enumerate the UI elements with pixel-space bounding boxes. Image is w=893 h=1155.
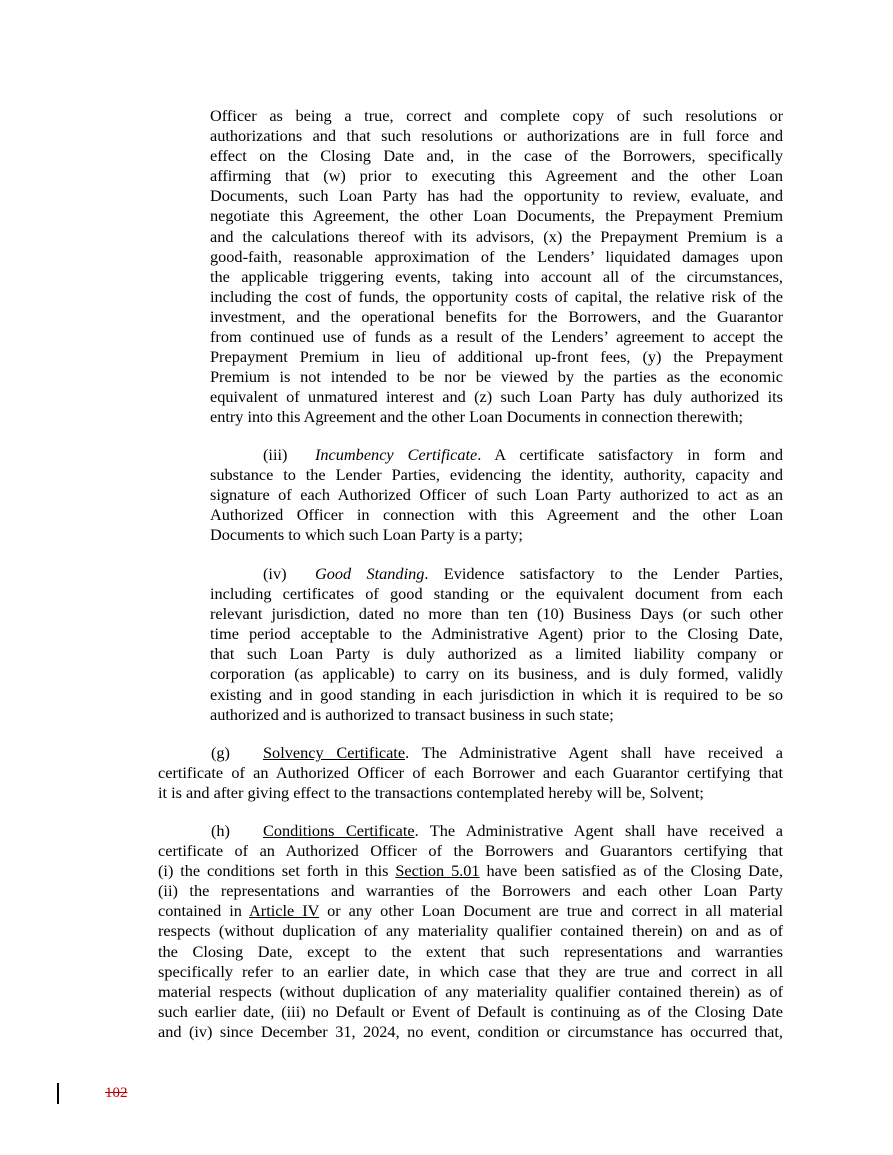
- clause-heading: Conditions Certificate: [263, 821, 415, 840]
- clause-first-line-text: . A certificate satisfactory in form and: [477, 445, 783, 464]
- text-line: that such Loan Party is duly authorized as a limited liability company or: [210, 644, 783, 664]
- text-line: relevant jurisdiction, dated no more than ten (10) Business Days (or such other: [210, 604, 783, 624]
- clause-number: (h): [211, 821, 230, 840]
- text-line: affirming that (w) prior to executing this Agreement and the other Loan: [210, 166, 783, 186]
- text-line: Prepayment Premium in lieu of additional up-front fees, (y) the Prepayment: [210, 347, 783, 367]
- text-line: entry into this Agreement and the other Loan Documents in connection therewith;: [210, 407, 744, 427]
- section-g-solvency-certificate: [158, 743, 783, 803]
- text-line: substance to the Lender Parties, evidencing the identity, authority, capacity and: [210, 465, 783, 485]
- text-segment: or any other Loan Document are true and correct in all material: [319, 901, 783, 921]
- text-line: Authorized Officer in connection with this Agreement and the other Loan: [210, 505, 783, 525]
- text-line: specifically refer to an earlier date, in which case that they are true and correct in all: [158, 961, 783, 981]
- clause-first-line: [210, 445, 783, 465]
- text-line: [158, 901, 783, 921]
- text-line: Documents, such Loan Party has had the opportunity to review, evaluate, and: [210, 186, 783, 206]
- clause-heading: Incumbency Certificate: [315, 445, 478, 464]
- clause-first-line: [158, 743, 783, 763]
- text-line: it is and after giving effect to the transactions contemplated hereby will be, Solvent;: [158, 783, 704, 803]
- text-line: the Closing Date, except to the extent that such representations and warranties: [158, 941, 783, 961]
- clause-iii-incumbency-certificate: [210, 445, 783, 545]
- clause-first-line-text: . Evidence satisfactory to the Lender Parties,: [424, 564, 783, 583]
- text-segment: contained in: [158, 901, 250, 921]
- text-line: authorizations and that such resolutions or authorizations are in full force and: [210, 126, 783, 146]
- text-line: and (iv) since December 31, 2024, no event, condition or circumstance has occurred that,: [158, 1021, 783, 1041]
- text-line: such earlier date, (iii) no Default or Event of Default is continuing as of the Closing Date: [158, 1001, 783, 1021]
- clause-first-line-text: . The Administrative Agent shall have received a: [405, 743, 783, 762]
- text-line: material respects (without duplication of any materiality qualifier contained therein) as of: [158, 981, 783, 1001]
- section-h-conditions-certificate: [158, 821, 783, 1042]
- text-line: from continued use of funds as a result of the Lenders’ agreement to accept the: [210, 327, 783, 347]
- text-line: certificate of an Authorized Officer of the Borrowers and Guarantors certifying that: [158, 841, 783, 861]
- clause-iv-good-standing: [210, 564, 783, 725]
- text-line: Documents to which such Loan Party is a party;: [210, 525, 523, 545]
- text-line: negotiate this Agreement, the other Loan Documents, the Prepayment Premium: [210, 206, 783, 226]
- clause-heading: Good Standing: [315, 564, 425, 583]
- page-number: 102: [105, 1085, 128, 1101]
- clause-number: (iv): [263, 564, 287, 583]
- text-line: equivalent of unmatured interest and (z) such Loan Party has duly authorized its: [210, 387, 783, 407]
- text-line: effect on the Closing Date and, in the case of the Borrowers, specifically: [210, 146, 783, 166]
- article-reference-link: Article IV: [249, 901, 320, 921]
- text-line: Premium is not intended to be nor be viewed by the parties as the economic: [210, 367, 783, 387]
- change-bar: [57, 1083, 59, 1104]
- text-line: authorized and is authorized to transact business in such state;: [210, 704, 614, 724]
- clause-number: (iii): [263, 445, 288, 464]
- text-segment: have been satisfied as of the Closing Date,: [479, 861, 783, 881]
- text-line: corporation (as applicable) to carry on its business, and is duly formed, validly: [210, 664, 783, 684]
- clause-number: (g): [211, 743, 230, 762]
- continuation-paragraph: [210, 106, 783, 428]
- text-line: (ii) the representations and warranties of the Borrowers and each other Loan Party: [158, 881, 783, 901]
- clause-heading: Solvency Certificate: [263, 743, 406, 762]
- text-line: certificate of an Authorized Officer of each Borrower and each Guarantor certifying that: [158, 763, 783, 783]
- text-line: investment, and the operational benefits for the Borrowers, and the Guarantor: [210, 306, 783, 326]
- text-line: including certificates of good standing or the equivalent document from each: [210, 584, 783, 604]
- text-line: signature of each Authorized Officer of such Loan Party authorized to act as an: [210, 485, 783, 505]
- clause-first-line: [210, 564, 783, 584]
- text-line: including the cost of funds, the opportunity costs of capital, the relative risk of the: [210, 286, 783, 306]
- clause-first-line: [158, 821, 783, 841]
- text-line: Officer as being a true, correct and complete copy of such resolutions or: [210, 106, 783, 125]
- section-reference-link: Section 5.01: [395, 861, 480, 881]
- text-line: respects (without duplication of any materiality qualifier contained therein) on and as of: [158, 921, 783, 941]
- text-line: the applicable triggering events, taking into account all of the circumstances,: [210, 266, 783, 286]
- text-line: existing and in good standing in each jurisdiction in which it is required to be so: [210, 684, 783, 704]
- text-line: and the calculations thereof with its advisors, (x) the Prepayment Premium is a: [210, 226, 783, 246]
- clause-first-line-text: . The Administrative Agent shall have received a: [414, 821, 783, 840]
- text-line: [158, 861, 783, 881]
- text-line: time period acceptable to the Administrative Agent) prior to the Closing Date,: [210, 624, 783, 644]
- text-segment: (i) the conditions set forth in this: [158, 861, 396, 881]
- text-line: good-faith, reasonable approximation of the Lenders’ liquidated damages upon: [210, 246, 783, 266]
